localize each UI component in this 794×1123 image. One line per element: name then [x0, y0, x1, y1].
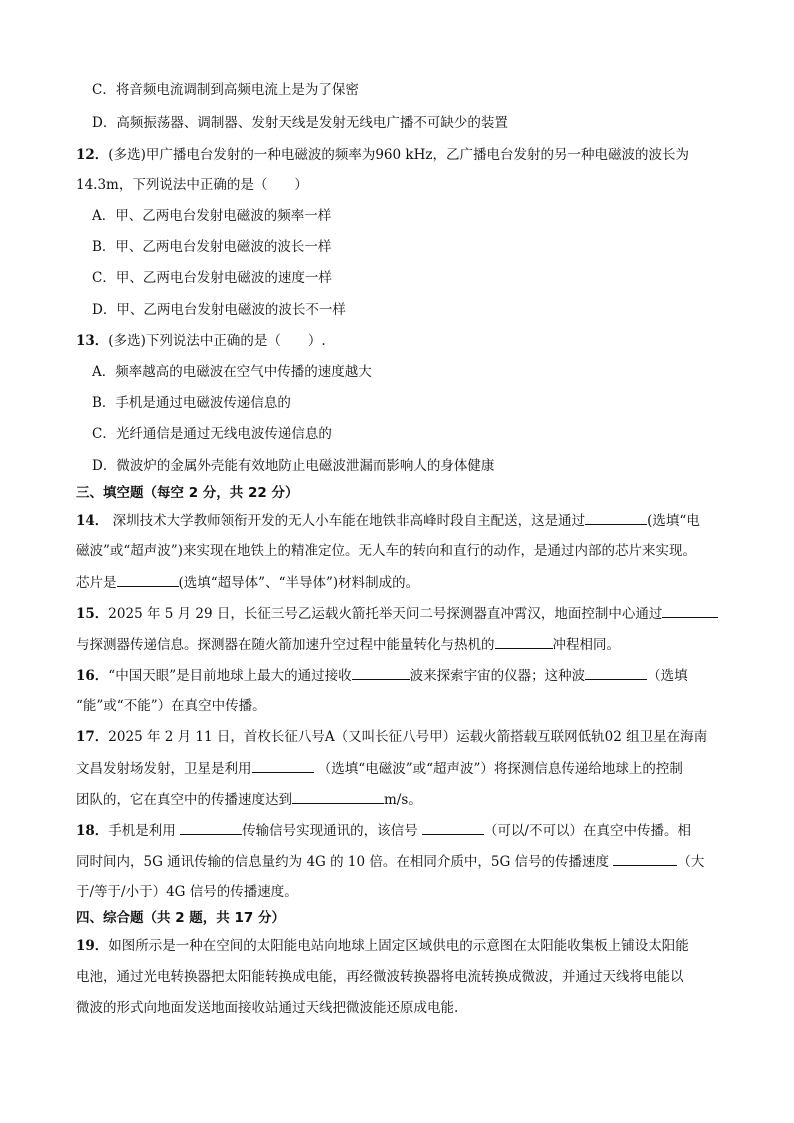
q16-line-1 — [76, 665, 688, 686]
q19-number: 19． — [76, 938, 109, 954]
q18-blank-1[interactable] — [180, 820, 242, 835]
q14-text-3b: (选填“超导体”、“半导体”)材料制成的。 — [178, 575, 420, 591]
q13-stem-text: (多选)下列说法中正确的是（ ）. — [108, 333, 326, 349]
q18-number: 18． — [76, 823, 109, 839]
q14-text-1a: 深圳技术大学教师领衔开发的无人小车能在地铁非高峰时段自主配送，这是通过 — [108, 513, 586, 529]
q16-line-2: “能”或“不能”）在真空中传播。 — [76, 698, 266, 714]
q18-line-1 — [76, 820, 691, 841]
q18-line-2 — [76, 851, 704, 872]
q13-option-c: C．光纤通信是通过无线电波传递信息的 — [92, 426, 332, 442]
q11-option-d: D．高频振荡器、调制器、发射天线是发射无线电广播不可缺少的装置 — [92, 115, 508, 131]
q14-line-3 — [76, 572, 419, 593]
q17-line-3 — [76, 789, 422, 810]
q16-number: 16． — [76, 668, 109, 684]
q14-blank-1[interactable] — [585, 510, 647, 525]
q12-option-d: D．甲、乙两电台发射电磁波的波长不一样 — [92, 302, 346, 318]
q17-text-2a: 文昌发射场发射，卫星是利用 — [76, 761, 252, 777]
q19-line-1 — [76, 936, 689, 956]
q18-text-2a: 同时间内，5G 通讯传输的信息量约为 4G 的 10 倍。在相同介质中，5G 信号的传播速度 — [76, 854, 614, 870]
q14-line-2: 磁波”或“超声波”)来实现在地铁上的精准定位。无人车的转向和直行的动作，是通过内部的芯片来实现。 — [76, 543, 696, 559]
q13-number: 13． — [76, 333, 109, 349]
q12-number: 12． — [76, 147, 109, 163]
q15-text-1a: 2025 年 5 月 29 日，长征三号乙运载火箭托举天问二号探测器直冲霄汉，地面控制中心通过 — [108, 606, 663, 622]
q14-number: 14． — [76, 513, 109, 529]
q17-number: 17． — [76, 729, 109, 745]
q14-blank-2[interactable] — [117, 572, 179, 587]
q19-line-3: 微波的形式向地面发送地面接收站通过天线把微波能还原成电能. — [76, 1000, 459, 1016]
q15-number: 15． — [76, 606, 109, 622]
q16-blank-2[interactable] — [585, 665, 647, 680]
q17-blank-2[interactable] — [292, 789, 384, 804]
q14-line-1 — [76, 510, 700, 531]
q18-blank-2[interactable] — [422, 820, 484, 835]
q16-blank-1[interactable] — [352, 665, 410, 680]
q12-stem-text-1: (多选)甲广播电台发射的一种电磁波的频率为960 kHz，乙广播电台发射的另一种电磁波的波长为 — [108, 147, 689, 163]
q17-text-1: 2025 年 2 月 11 日，首枚长征八号A（又叫长征八号甲）运载火箭搭载互联网低轨02 组卫星在海南 — [108, 729, 708, 745]
q13-option-d: D．微波炉的金属外壳能有效地防止电磁波泄漏而影响人的身体健康 — [92, 458, 495, 474]
q18-text-1b: 传输信号实现通讯的，该信号 — [242, 823, 422, 839]
q18-text-1c: （可以/不可以）在真空中传播。相 — [483, 823, 691, 839]
q14-text-3a: 芯片是 — [76, 575, 117, 591]
q13-stem — [76, 331, 326, 351]
q16-text-1a: “中国天眼”是目前地球上最大的通过接收 — [108, 668, 352, 684]
q19-text-1: 如图所示是一种在空间的太阳能电站向地球上固定区域供电的示意图在太阳能收集板上铺设太阳能 — [108, 938, 689, 954]
q12-option-c: C．甲、乙两电台发射电磁波的速度一样 — [92, 270, 332, 286]
section-4-heading: 四、综合题（共 2 题，共 17 分） — [76, 910, 285, 926]
q15-text-2b: 冲程相同。 — [552, 637, 620, 653]
q19-line-2: 电池，通过光电转换器把太阳能转换成电能，再经微波转换器将电流转换成微波，并通过天线将电能以 — [76, 969, 684, 985]
q17-text-3b: m/s。 — [384, 792, 422, 808]
q18-text-2b: （大 — [677, 854, 705, 870]
q12-stem-line-2: 14.3m，下列说法中正确的是（ ） — [76, 177, 308, 193]
q13-option-b: B．手机是通过电磁波传递信息的 — [92, 395, 291, 411]
q15-text-2a: 与探测器传递信息。探测器在随火箭加速升空过程中能量转化与热机的 — [76, 637, 495, 653]
q15-blank-1[interactable] — [662, 603, 718, 618]
section-3-heading: 三、填空题（每空 2 分，共 22 分） — [76, 485, 299, 501]
q18-line-3: 于/等于/小于）4G 信号的传播速度。 — [76, 884, 298, 900]
q17-text-2b: （选填“电磁波”或“超声波”）将探测信息传递给地球上的控制 — [313, 761, 683, 777]
q17-blank-1[interactable] — [252, 758, 314, 773]
q15-line-1 — [76, 603, 718, 624]
q16-text-1b: 波来探索宇宙的仪器；这种波 — [409, 668, 586, 684]
q12-option-a: A．甲、乙两电台发射电磁波的频率一样 — [92, 208, 332, 224]
q14-text-1b: (选填“电 — [647, 513, 700, 529]
q12-stem-line-1 — [76, 145, 689, 165]
q11-option-c: C．将音频电流调制到高频电流上是为了保密 — [92, 82, 359, 98]
q17-text-3a: 团队的，它在真空中的传播速度达到 — [76, 792, 292, 808]
q12-option-b: B．甲、乙两电台发射电磁波的波长一样 — [92, 239, 332, 255]
q16-text-1c: （选填 — [647, 668, 688, 684]
q18-text-1a: 手机是利用 — [108, 823, 181, 839]
q13-option-a: A．频率越高的电磁波在空气中传播的速度越大 — [92, 364, 372, 380]
q18-blank-3[interactable] — [613, 851, 677, 866]
q15-blank-2[interactable] — [495, 634, 553, 649]
q17-line-2 — [76, 758, 683, 779]
q15-line-2 — [76, 634, 620, 655]
q17-line-1 — [76, 727, 707, 747]
